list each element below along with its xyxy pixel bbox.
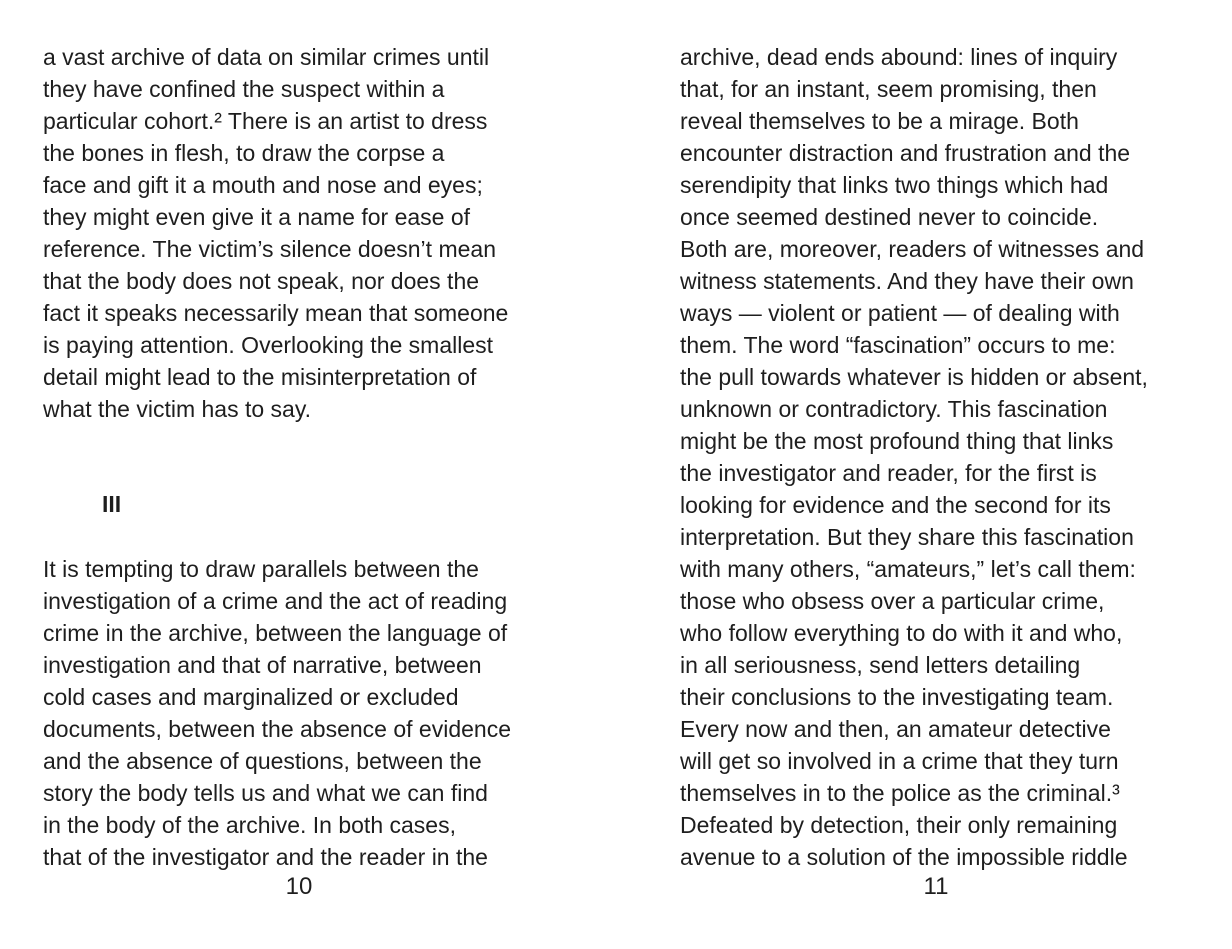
left-paragraph-2 bbox=[43, 553, 555, 873]
text-line: witness statements. And they have their own bbox=[680, 268, 1134, 294]
text-line: looking for evidence and the second for its bbox=[680, 492, 1111, 518]
text-line: a vast archive of data on similar crimes until bbox=[43, 44, 490, 70]
text-line: who follow everything to do with it and who, bbox=[680, 620, 1123, 646]
text-line: cold cases and marginalized or excluded bbox=[43, 684, 459, 710]
text-line: what the victim has to say. bbox=[43, 396, 312, 422]
text-line: face and gift it a mouth and nose and eyes; bbox=[43, 172, 483, 198]
text-line: with many others, “amateurs,” let’s call them: bbox=[680, 556, 1136, 582]
text-line: interpretation. But they share this fascination bbox=[680, 524, 1134, 550]
text-line: detail might lead to the misinterpretation of bbox=[43, 364, 477, 390]
page-11 bbox=[680, 41, 1192, 911]
text-line: they have confined the suspect within a bbox=[43, 76, 445, 102]
text-line: those who obsess over a particular crime, bbox=[680, 588, 1105, 614]
text-line: that, for an instant, seem promising, then bbox=[680, 76, 1097, 102]
text-line: unknown or contradictory. This fascination bbox=[680, 396, 1108, 422]
page-number-right: 11 bbox=[923, 873, 949, 900]
text-line: they might even give it a name for ease of bbox=[43, 204, 471, 230]
page-10 bbox=[43, 41, 555, 911]
text-line: Defeated by detection, their only remaining bbox=[680, 812, 1118, 838]
text-line: that of the investigator and the reader in the bbox=[43, 844, 488, 870]
text-line: serendipity that links two things which had bbox=[680, 172, 1109, 198]
text-line: crime in the archive, between the language of bbox=[43, 620, 508, 646]
text-line: them. The word “fascination” occurs to me: bbox=[680, 332, 1116, 358]
text-line: might be the most profound thing that links bbox=[680, 428, 1114, 454]
right-paragraph-1 bbox=[680, 41, 1192, 873]
text-line: fact it speaks necessarily mean that someone bbox=[43, 300, 509, 326]
section-heading: III bbox=[102, 491, 122, 517]
text-line: Every now and then, an amateur detective bbox=[680, 716, 1111, 742]
text-line: is paying attention. Overlooking the smallest bbox=[43, 332, 494, 358]
text-line: investigation and that of narrative, between bbox=[43, 652, 482, 678]
text-line: particular cohort.² There is an artist to dress bbox=[43, 108, 488, 134]
text-line: story the body tells us and what we can find bbox=[43, 780, 488, 806]
text-line: Both are, moreover, readers of witnesses and bbox=[680, 236, 1145, 262]
text-line: It is tempting to draw parallels between the bbox=[43, 556, 479, 582]
text-line: the bones in flesh, to draw the corpse a bbox=[43, 140, 445, 166]
text-line: and the absence of questions, between the bbox=[43, 748, 482, 774]
text-line: that the body does not speak, nor does the bbox=[43, 268, 480, 294]
text-line: encounter distraction and frustration and the bbox=[680, 140, 1131, 166]
text-line: the pull towards whatever is hidden or absent, bbox=[680, 364, 1148, 390]
text-line: themselves in to the police as the criminal.³ bbox=[680, 780, 1120, 806]
text-line: once seemed destined never to coincide. bbox=[680, 204, 1099, 230]
text-line: the investigator and reader, for the first is bbox=[680, 460, 1097, 486]
left-paragraph-1 bbox=[43, 41, 555, 425]
text-line: reveal themselves to be a mirage. Both bbox=[680, 108, 1079, 134]
text-line: documents, between the absence of evidence bbox=[43, 716, 511, 742]
text-line: ways — violent or patient — of dealing with bbox=[680, 300, 1120, 326]
text-line: avenue to a solution of the impossible riddle bbox=[680, 844, 1128, 870]
text-line: in the body of the archive. In both cases, bbox=[43, 812, 456, 838]
page-number-left: 10 bbox=[285, 873, 313, 900]
text-line: reference. The victim’s silence doesn’t mean bbox=[43, 236, 496, 262]
text-line: investigation of a crime and the act of reading bbox=[43, 588, 508, 614]
text-line: archive, dead ends abound: lines of inquiry bbox=[680, 44, 1118, 70]
text-line: in all seriousness, send letters detailing bbox=[680, 652, 1081, 678]
text-line: their conclusions to the investigating team. bbox=[680, 684, 1114, 710]
text-line: will get so involved in a crime that they turn bbox=[680, 748, 1119, 774]
